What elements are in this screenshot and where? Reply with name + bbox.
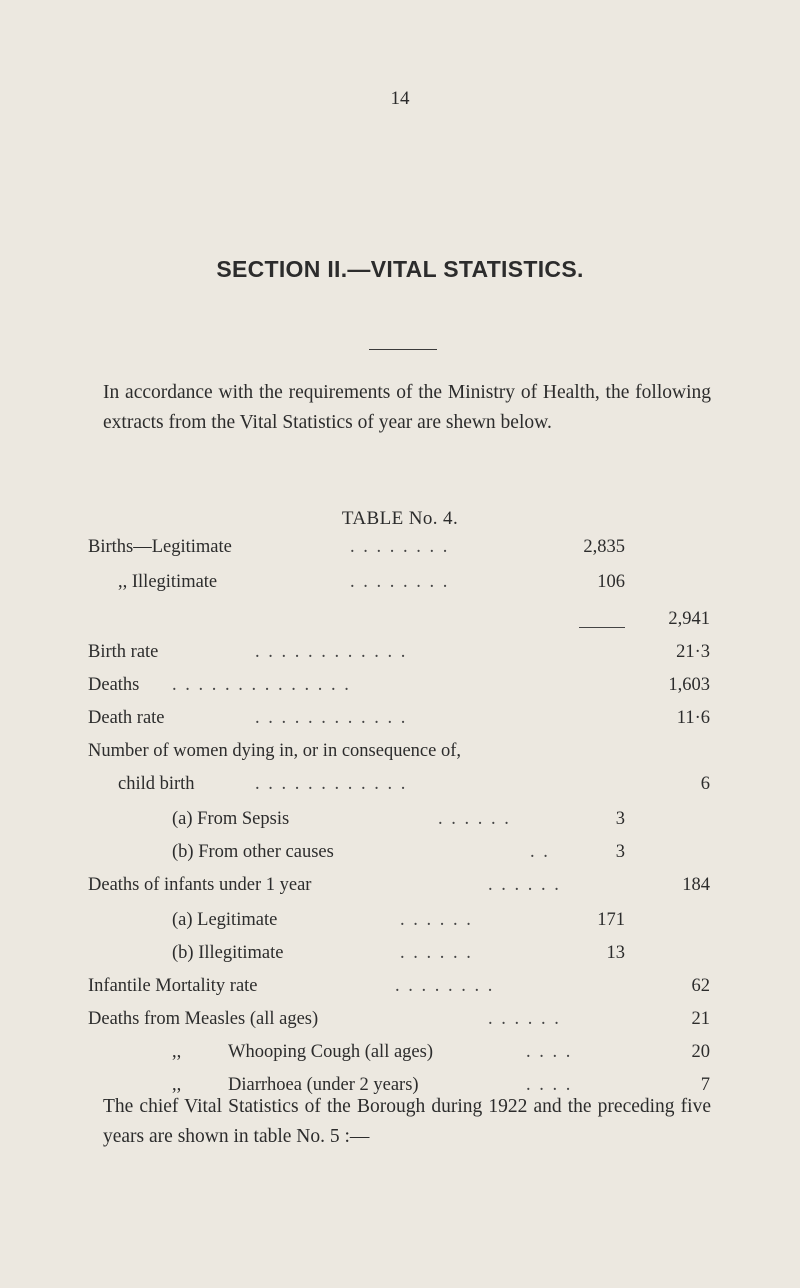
row-other-causes — [0, 842, 800, 870]
leader-dots: . . . . . . . . . . . . — [255, 642, 408, 662]
row-sepsis — [0, 809, 800, 837]
leader-dots: . . . . — [526, 1042, 573, 1062]
row-births-legitimate — [0, 537, 800, 565]
ditto-mark: ,, — [172, 1042, 182, 1062]
row-label: Deaths — [88, 675, 140, 695]
sub-value: 3 — [615, 842, 625, 862]
leader-dots: . . . . . . . . — [350, 572, 450, 592]
section-title: SECTION II.—VITAL STATISTICS. — [216, 256, 584, 282]
total-value: 1,603 — [668, 675, 710, 695]
row-infant-illegitimate — [0, 943, 800, 971]
row-death-rate — [0, 708, 800, 736]
table-title: TABLE No. 4. — [341, 508, 459, 529]
leader-dots: . . — [530, 842, 550, 862]
title-divider — [369, 349, 437, 350]
row-measles — [0, 1009, 800, 1037]
total-value: 184 — [682, 875, 710, 895]
total-value: 21 — [691, 1009, 710, 1029]
row-label: ,, Illegitimate — [118, 572, 218, 592]
row-deaths — [0, 675, 800, 703]
row-label: Deaths from Measles (all ages) — [88, 1009, 319, 1029]
total-value: 2,941 — [668, 609, 710, 629]
row-label: Infantile Mortality rate — [88, 976, 258, 996]
sub-value: 2,835 — [583, 537, 625, 557]
row-label: (b) From other causes — [172, 842, 334, 862]
total-value: 20 — [691, 1042, 710, 1062]
leader-dots: . . . . . . — [400, 910, 473, 930]
leader-dots: . . . . . . — [488, 875, 561, 895]
sub-value: 171 — [597, 910, 625, 930]
row-whooping-cough — [0, 1042, 800, 1070]
row-label: child birth — [118, 774, 195, 794]
leader-dots: . . . . — [526, 1075, 573, 1095]
row-label: Number of women dying in, or in consequence of, — [88, 741, 461, 761]
leader-dots: . . . . . . . . . . . . — [255, 774, 408, 794]
sub-value: 106 — [597, 572, 625, 592]
page-number: 14 — [390, 88, 410, 109]
leader-dots: . . . . . . . . — [350, 537, 450, 557]
ditto-mark: ,, — [172, 1075, 182, 1095]
row-label: Death rate — [88, 708, 165, 728]
row-women-dying-line2 — [0, 774, 800, 802]
row-infant-deaths — [0, 875, 800, 903]
total-value: 21·3 — [676, 642, 710, 662]
total-value: 62 — [691, 976, 710, 996]
intro-paragraph: In accordance with the requirements of the Ministry of Health, the following extracts from the Vital Statistics of year are shewn below. — [103, 382, 711, 433]
sub-value: 13 — [606, 943, 625, 963]
sub-value: 3 — [615, 809, 625, 829]
leader-dots: . . . . . . — [438, 809, 511, 829]
closing-paragraph: The chief Vital Statistics of the Borough during 1922 and the preceding five years are shown in table No. 5 :— — [103, 1096, 711, 1147]
leader-dots: . . . . . . . . — [395, 976, 495, 996]
total-value: 6 — [700, 774, 710, 794]
leader-dots: . . . . . . — [488, 1009, 561, 1029]
row-births-illegitimate — [0, 572, 800, 600]
leader-dots: . . . . . . — [400, 943, 473, 963]
row-label: Diarrhoea (under 2 years) — [228, 1075, 419, 1095]
total-value: 7 — [700, 1075, 710, 1095]
row-label: (a) Legitimate — [172, 910, 278, 930]
row-label: (b) Illegitimate — [172, 943, 284, 963]
row-label: Whooping Cough (all ages) — [228, 1042, 433, 1062]
vital-statistics-table — [0, 525, 800, 1095]
row-birth-rate — [0, 642, 800, 670]
row-label: Birth rate — [88, 642, 159, 662]
total-value: 11·6 — [676, 708, 710, 728]
row-label: Births—Legitimate — [88, 537, 232, 557]
row-infant-legitimate — [0, 910, 800, 938]
row-label: (a) From Sepsis — [172, 809, 290, 829]
row-label: Deaths of infants under 1 year — [88, 875, 312, 895]
row-births-total — [0, 609, 800, 637]
leader-dots: . . . . . . . . . . . . — [255, 708, 408, 728]
row-infantile-mortality — [0, 976, 800, 1004]
leader-dots: . . . . . . . . . . . . . . — [172, 675, 351, 695]
row-women-dying-line1 — [0, 741, 800, 769]
